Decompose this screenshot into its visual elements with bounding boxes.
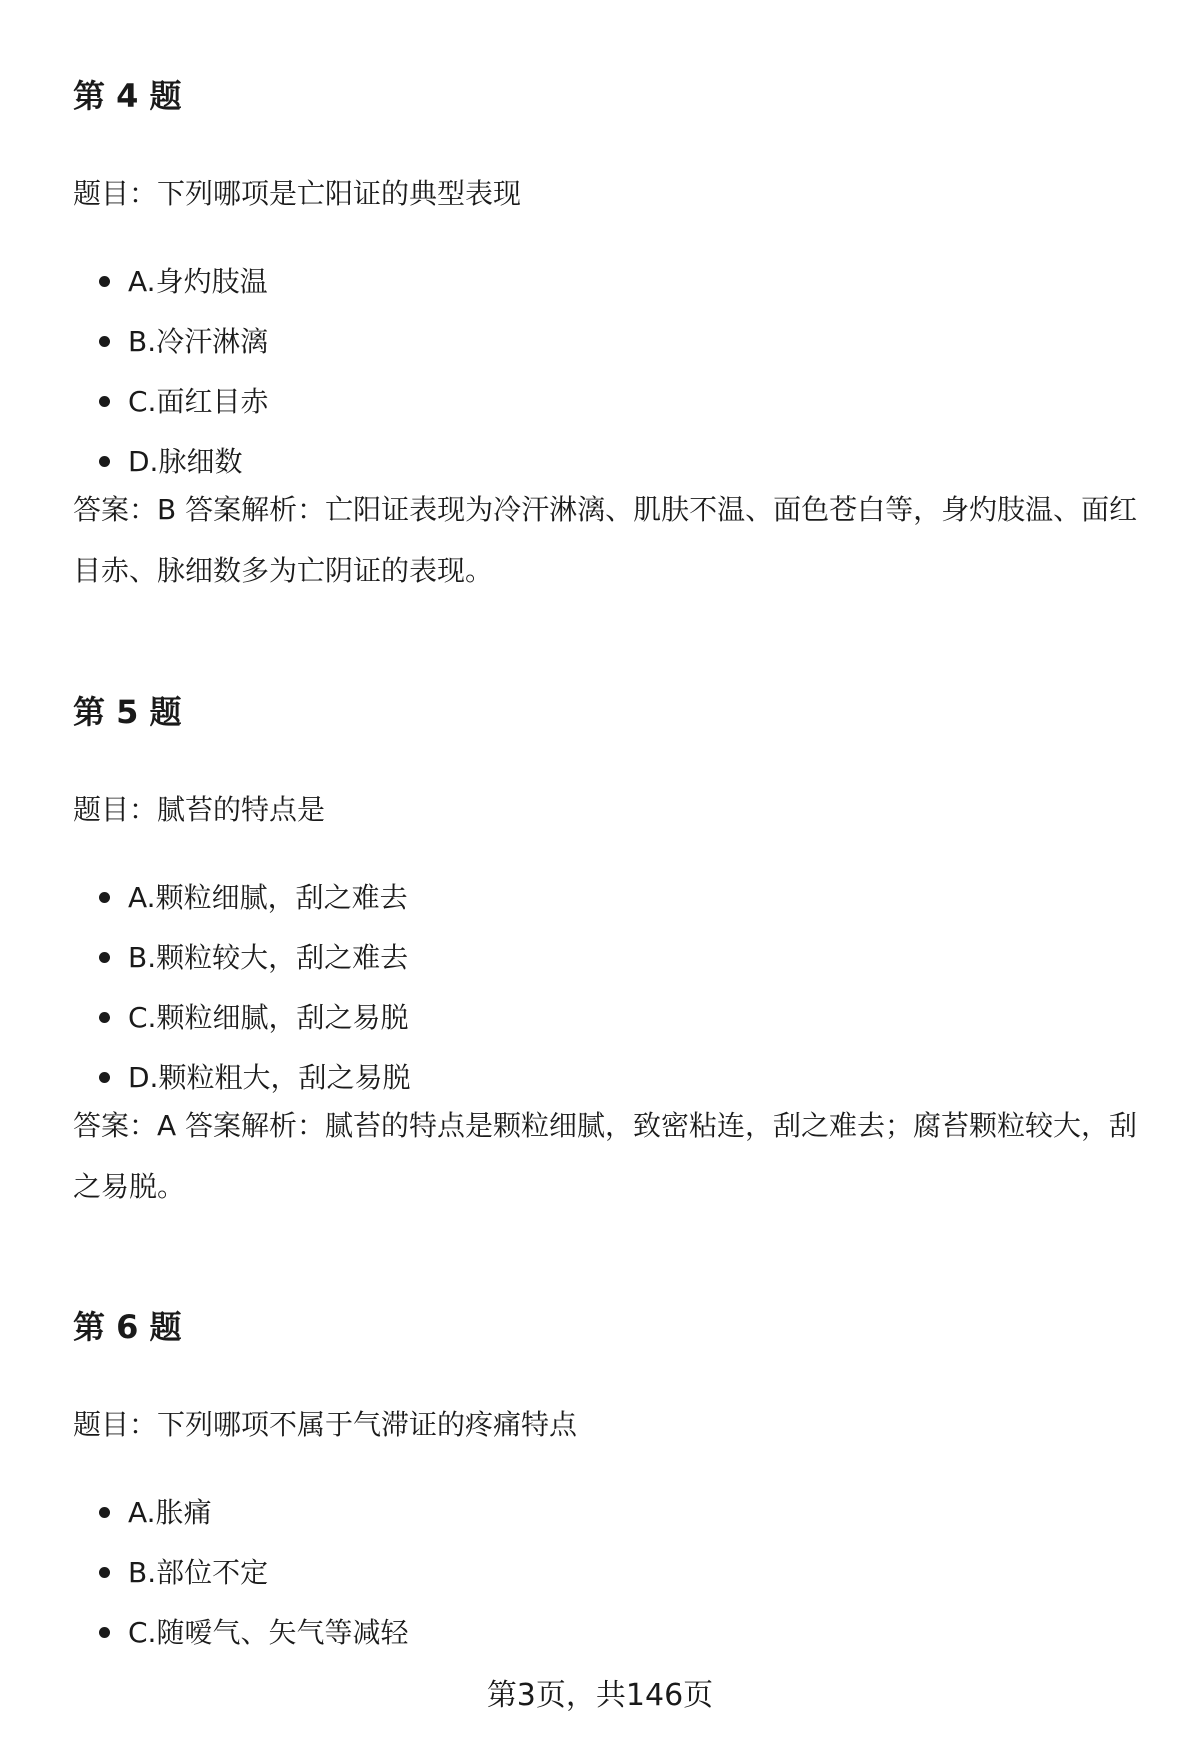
option-a: A.颗粒细腻，刮之难去 bbox=[73, 878, 410, 938]
option-d: D.脉细数 bbox=[73, 442, 268, 502]
question-4 bbox=[73, 76, 1138, 587]
answer-explanation: 答案：B 答案解析：亡阳证表现为冷汗淋漓、肌肤不温、面色苍白等，身灼肢温、面红目赤、脉细数多为亡阴证的表现。 bbox=[73, 493, 1138, 587]
option-d: D.颗粒粗大，刮之易脱 bbox=[73, 1058, 410, 1118]
question-stem: 题目：下列哪项不属于气滞证的疼痛特点 bbox=[73, 1408, 578, 1441]
options-list bbox=[73, 878, 410, 1118]
answer-explanation: 答案：A 答案解析：腻苔的特点是颗粒细腻，致密粘连，刮之难去；腐苔颗粒较大，刮之易脱。 bbox=[73, 1109, 1138, 1203]
question-6 bbox=[73, 1307, 1133, 1649]
option-c: C.颗粒细腻，刮之易脱 bbox=[73, 998, 410, 1058]
option-b: B.颗粒较大，刮之难去 bbox=[73, 938, 410, 998]
question-stem: 题目：下列哪项是亡阳证的典型表现 bbox=[73, 177, 522, 210]
question-stem: 题目：腻苔的特点是 bbox=[73, 793, 326, 826]
question-title: 第 6 题 bbox=[73, 1308, 182, 1346]
question-5 bbox=[73, 692, 1138, 1203]
option-c: C.随嗳气、矢气等减轻 bbox=[73, 1613, 408, 1673]
question-title: 第 5 题 bbox=[73, 693, 182, 731]
options-list bbox=[73, 1493, 408, 1673]
page-number: 第3页，共146页 bbox=[486, 1678, 714, 1713]
option-b: B.冷汗淋漓 bbox=[73, 322, 268, 382]
question-title: 第 4 题 bbox=[73, 77, 182, 115]
options-list bbox=[73, 262, 268, 502]
option-a: A.身灼肢温 bbox=[73, 262, 268, 322]
option-a: A.胀痛 bbox=[73, 1493, 408, 1553]
option-c: C.面红目赤 bbox=[73, 382, 268, 442]
option-b: B.部位不定 bbox=[73, 1553, 408, 1613]
